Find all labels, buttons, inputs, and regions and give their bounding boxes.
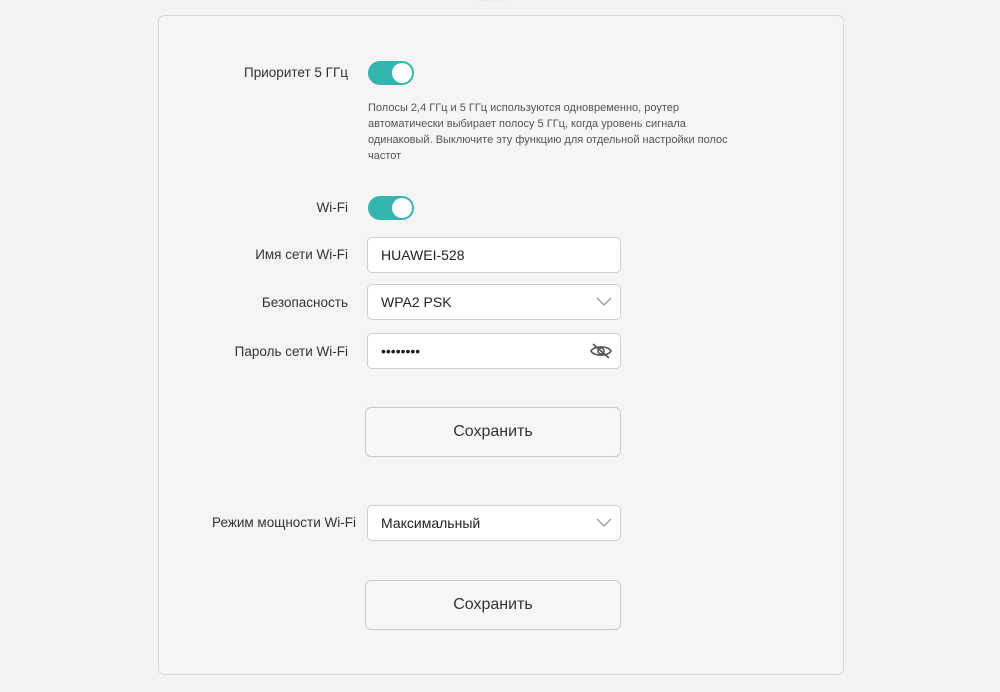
ssid-input[interactable] [367,237,621,273]
save-button[interactable]: Сохранить [365,407,621,457]
ssid-value: HUAWEI-528 [381,247,465,263]
power-mode-label: Режим мощности Wi-Fi [212,515,356,530]
eye-slash-icon[interactable] [589,342,613,360]
security-label: Безопасность [261,295,348,310]
security-value: WPA2 PSK [381,294,452,310]
power-mode-select[interactable] [367,505,621,541]
wifi-label: Wi-Fi [316,200,348,215]
band-priority-toggle[interactable] [368,61,414,85]
password-value: •••••••• [381,343,421,359]
toggle-knob [392,63,412,83]
wifi-settings-card [158,15,844,675]
security-select[interactable] [367,284,621,320]
wifi-toggle[interactable] [368,196,414,220]
password-input[interactable] [367,333,621,369]
ssid-label: Имя сети Wi-Fi [255,247,348,262]
chevron-down-icon [596,518,612,528]
chevron-down-icon [596,297,612,307]
password-label: Пароль сети Wi-Fi [234,344,348,359]
top-decoration [470,0,510,2]
band-priority-label: Приоритет 5 ГГц [244,65,348,80]
band-priority-description: Полосы 2,4 ГГц и 5 ГГц используются одновременно, роутер автоматически выбирает полосу 5 ГГц, когда уровень сигнала одинаковый. Выключите эту функцию для отдельной настройки полос частот [368,102,728,162]
save-button[interactable]: Сохранить [365,580,621,630]
toggle-knob [392,198,412,218]
power-mode-value: Максимальный [381,515,481,531]
